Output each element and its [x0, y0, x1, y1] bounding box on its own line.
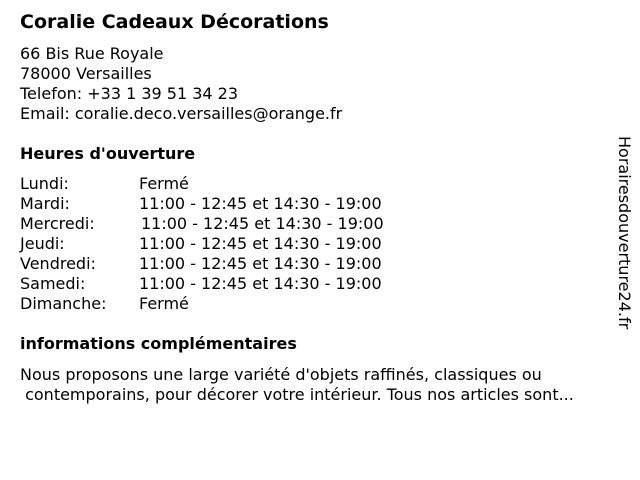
day-label: Jeudi: [20, 234, 65, 253]
day-label: Samedi: [20, 274, 86, 293]
day-label: Mercredi: [20, 214, 95, 233]
address-block [20, 44, 342, 124]
time-value: 11:00 - 12:45 et 14:30 - 19:00 [139, 234, 382, 253]
day-label: Mardi: [20, 194, 70, 213]
day-label: Vendredi: [20, 254, 96, 273]
address-street: 66 Bis Rue Royale [20, 44, 164, 63]
watermark-site-name: Horairesdouverture24.fr [615, 136, 634, 330]
time-value: Fermé [139, 294, 189, 313]
business-name: Coralie Cadeaux Décorations [20, 11, 329, 33]
info-description [20, 365, 620, 405]
info-heading: informations complémentaires [20, 334, 297, 353]
hours-heading: Heures d'ouverture [20, 144, 196, 163]
time-value: Fermé [139, 174, 189, 193]
time-value: 11:00 - 12:45 et 14:30 - 19:00 [139, 194, 382, 213]
day-label: Lundi: [20, 174, 69, 193]
phone-number: Telefon: +33 1 39 51 34 23 [20, 84, 239, 103]
time-value: 11:00 - 12:45 et 14:30 - 19:00 [139, 274, 382, 293]
day-label: Dimanche: [20, 294, 107, 313]
time-value: 11:00 - 12:45 et 14:30 - 19:00 [139, 254, 382, 273]
email-address: Email: coralie.deco.versailles@orange.fr [20, 104, 343, 123]
time-value: 11:00 - 12:45 et 14:30 - 19:00 [141, 214, 384, 233]
info-line-2: contemporains, pour décorer votre intérieur. Tous nos articles sont... [20, 385, 574, 404]
address-city: 78000 Versailles [20, 64, 152, 83]
info-line-1: Nous proposons une large variété d'objets raffinés, classiques ou [20, 365, 542, 384]
